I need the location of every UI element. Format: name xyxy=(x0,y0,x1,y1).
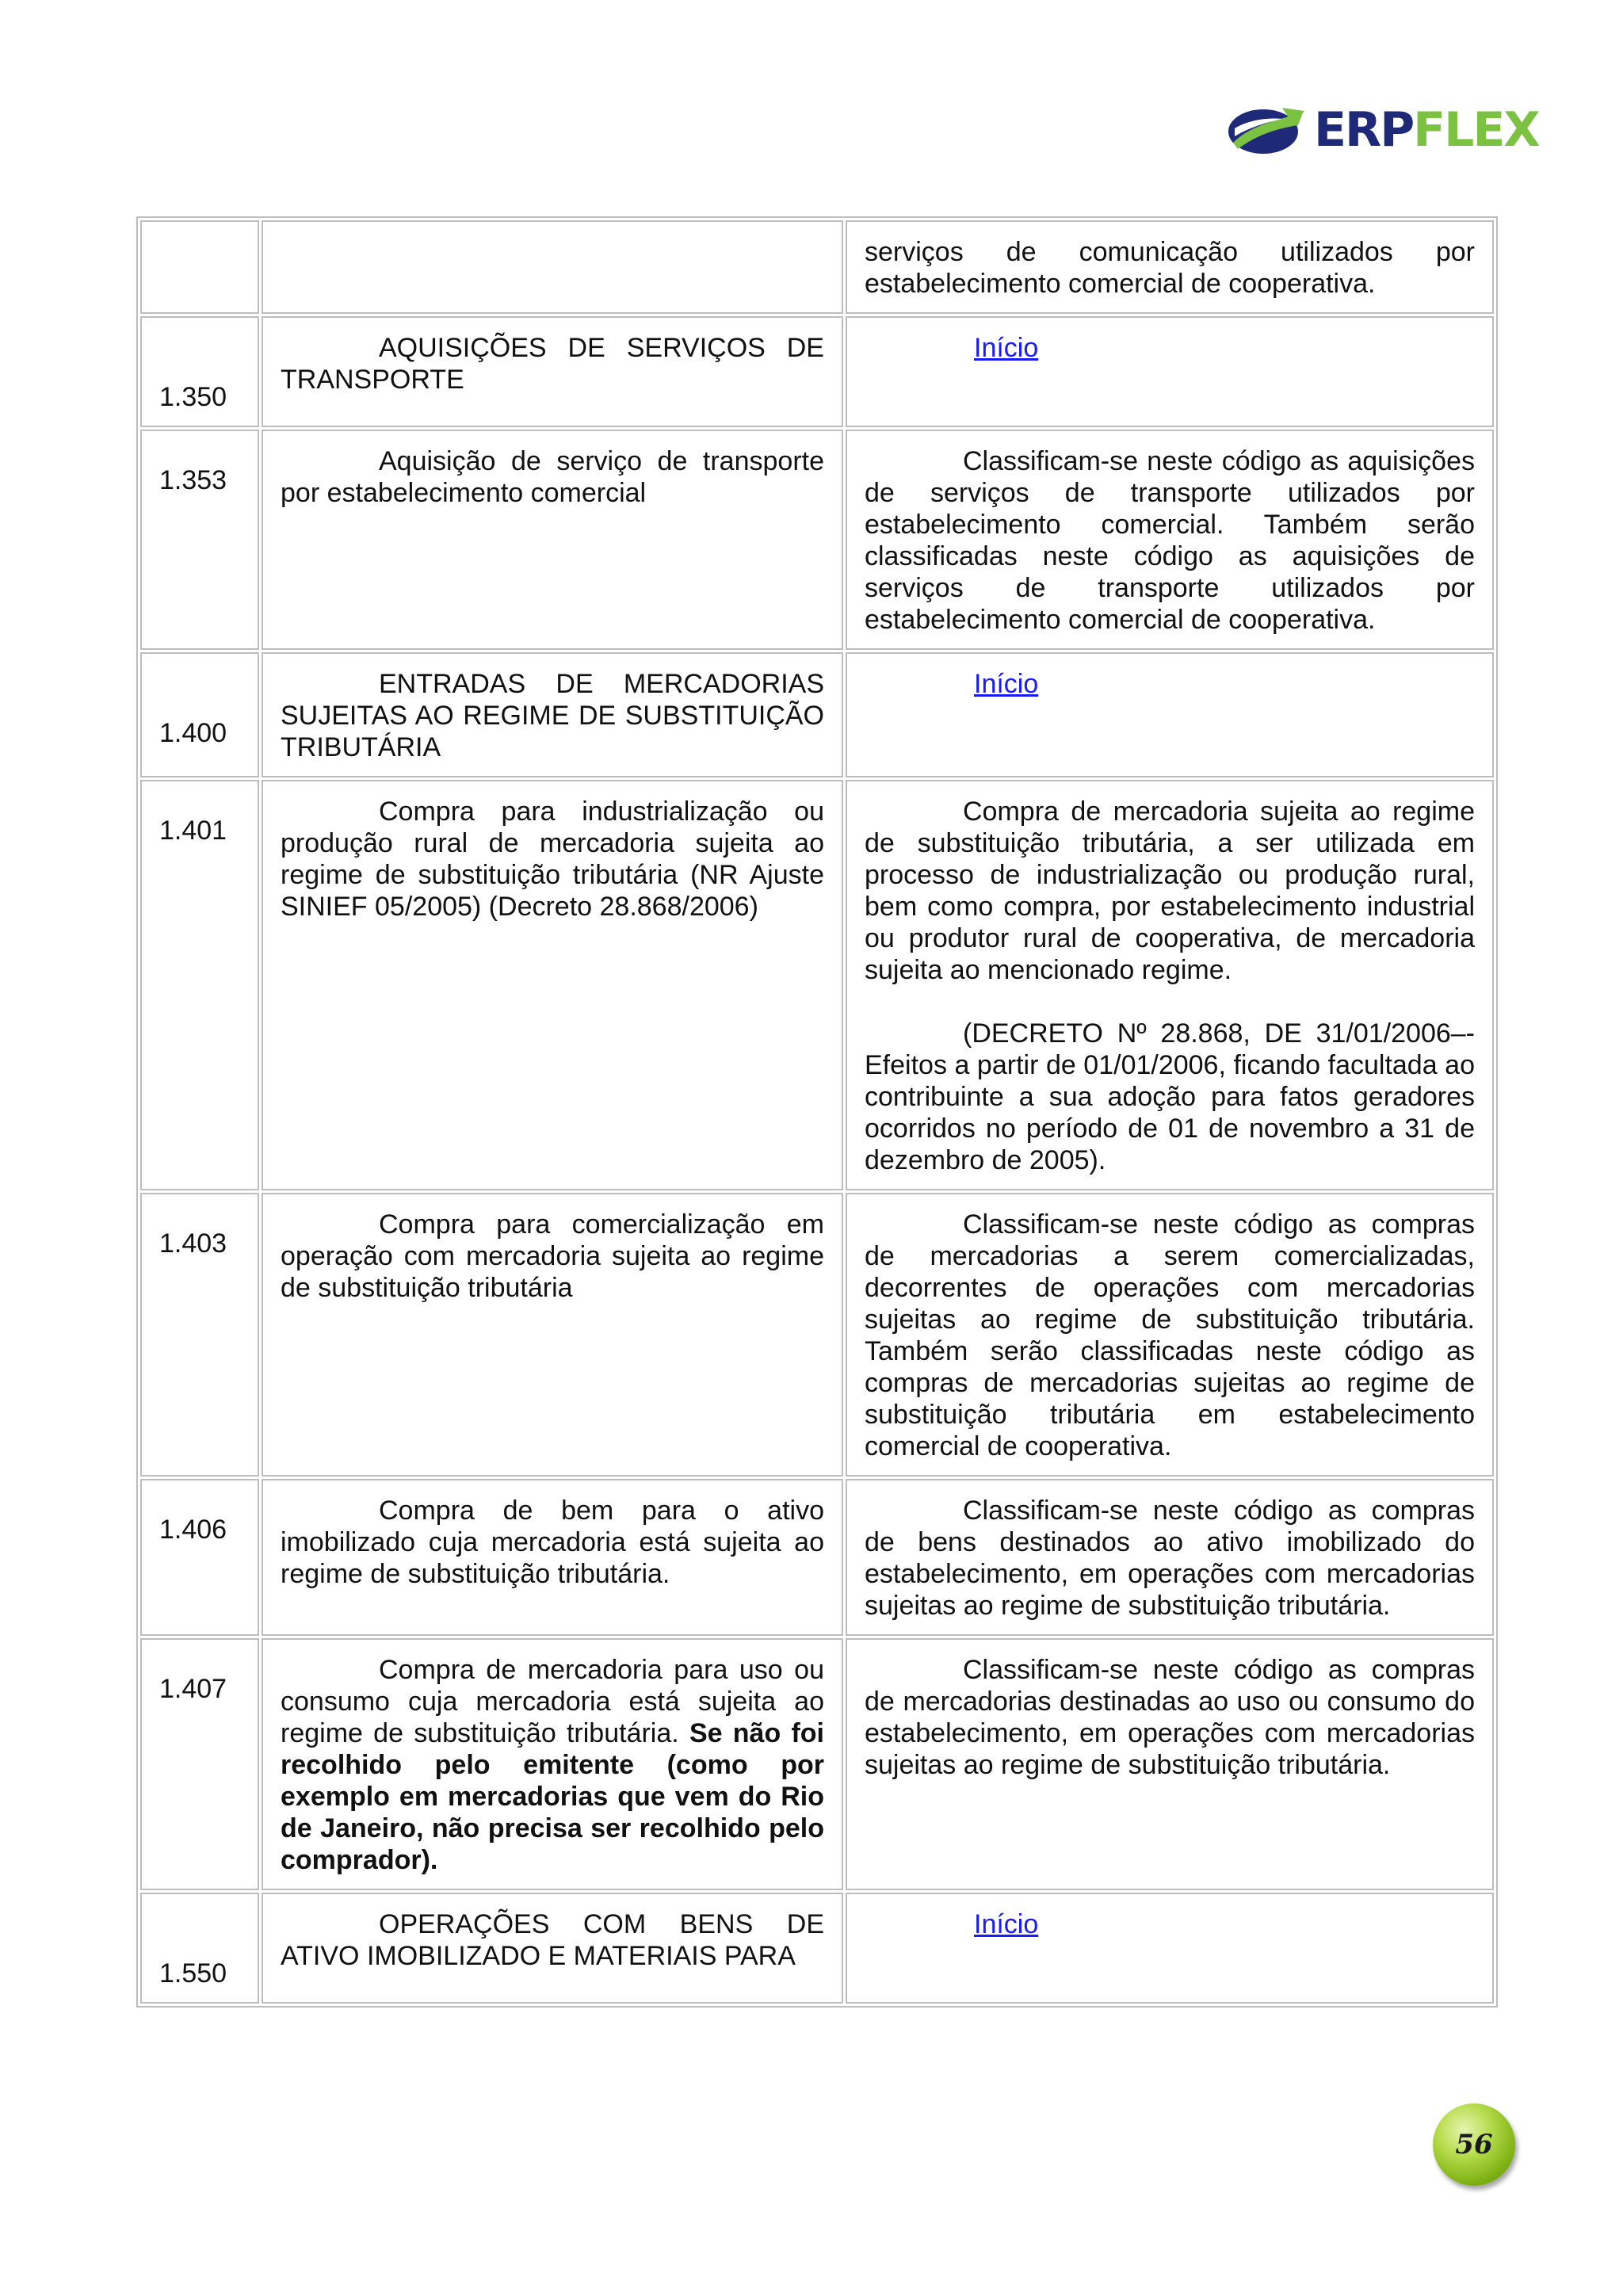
table-row xyxy=(140,1893,1494,2004)
cfop-description xyxy=(281,1209,824,1304)
logo-erp: ERP xyxy=(1314,102,1414,158)
cfop-description-cell xyxy=(262,316,843,427)
cfop-table xyxy=(136,216,1498,2008)
table-row xyxy=(140,1479,1494,1636)
table-row xyxy=(140,430,1494,650)
table-row xyxy=(140,1638,1494,1890)
table-row xyxy=(140,220,1494,314)
cfop-code: 1.400 xyxy=(159,718,227,748)
table-row xyxy=(140,1193,1494,1477)
cfop-observation-paragraph: serviços de comunicação utilizados por estabelecimento comercial de cooperativa. xyxy=(865,237,1475,299)
erpflex-logo xyxy=(1227,101,1539,159)
cfop-description-cell xyxy=(262,652,843,777)
table-row xyxy=(140,652,1494,777)
cfop-observation-paragraph: Classificam-se neste código as compras de bens destinados ao ativo imobilizado do estabelecimento, em operações com mercadorias sujeitas ao regime de substituição tributária. xyxy=(865,1496,1475,1621)
cfop-description-cell xyxy=(262,1193,843,1477)
cfop-code: 1.407 xyxy=(159,1674,227,1704)
cfop-description-text: Compra de bem para o ativo imobilizado cuja mercadoria está sujeita ao regime de substituição tributária. xyxy=(281,1496,824,1589)
cfop-description-cell xyxy=(262,220,843,314)
cfop-code-cell xyxy=(140,780,259,1190)
cfop-observation-cell xyxy=(846,1638,1494,1890)
cfop-code-cell xyxy=(140,220,259,314)
cfop-code-cell xyxy=(140,1638,259,1890)
cfop-observation-cell xyxy=(846,780,1494,1190)
cfop-description-cell xyxy=(262,1893,843,2004)
inicio-link[interactable]: Início xyxy=(974,1909,1039,1939)
cfop-description xyxy=(281,445,824,509)
cfop-observation-cell xyxy=(846,1893,1494,2004)
cfop-observation-paragraph: (DECRETO Nº 28.868, DE 31/01/2006–- Efeitos a partir de 01/01/2006, ficando facultada ao contribuinte a sua adoção para fatos geradores ocorridos no período de 01 de novembro a 31 de dezembro de 2005). xyxy=(865,1018,1475,1175)
cfop-description-cell xyxy=(262,1638,843,1890)
cfop-observation-paragraph: Classificam-se neste código as compras de mercadorias a serem comercializadas, decorrentes de operações com mercadorias sujeitas ao regime de substituição tributária. Também serão classificadas neste código as compras de mercadorias sujeitas ao regime de substituição tributária em estabelecimento comercial de cooperativa. xyxy=(865,1209,1475,1461)
cfop-observation-cell xyxy=(846,1193,1494,1477)
cfop-description-cell xyxy=(262,780,843,1190)
cfop-description-text: Compra para comercialização em operação com mercadoria sujeita ao regime de substituição tributária xyxy=(281,1209,824,1303)
cfop-description-cell xyxy=(262,430,843,650)
cfop-observation-cell xyxy=(846,1479,1494,1636)
page-number-badge xyxy=(1433,2103,1515,2186)
cfop-description xyxy=(281,1495,824,1590)
cfop-code-cell xyxy=(140,430,259,650)
cfop-description xyxy=(281,1654,824,1876)
cfop-observation-cell xyxy=(846,220,1494,314)
cfop-code-cell xyxy=(140,1893,259,2004)
cfop-description-text: AQUISIÇÕES DE SERVIÇOS DE TRANSPORTE xyxy=(281,333,824,395)
cfop-observation-paragraph: Compra de mercadoria sujeita ao regime de substituição tributária, a ser utilizada em processo de industrialização ou produção rural, bem como compra, por estabelecimento industrial ou produtor rural de cooperativa, de mercadoria sujeita ao mencionado regime. xyxy=(865,797,1475,985)
cfop-description-note: Se não foi recolhido pelo emitente (como por exemplo em mercadorias que vem do Rio de Janeiro, não precisa ser recolhido pelo comprador). xyxy=(281,1718,824,1875)
cfop-description-text: OPERAÇÕES COM BENS DE ATIVO IMOBILIZADO E MATERIAIS PARA xyxy=(281,1909,824,1971)
logo-flex: FLEX xyxy=(1413,102,1539,158)
cfop-description xyxy=(281,668,824,763)
cfop-table-body xyxy=(140,220,1494,2004)
cfop-description-text: Aquisição de serviço de transporte por estabelecimento comercial xyxy=(281,446,824,508)
cfop-code: 1.403 xyxy=(159,1228,227,1259)
cfop-observation-cell xyxy=(846,430,1494,650)
erpflex-wordmark xyxy=(1314,101,1539,159)
table-row xyxy=(140,316,1494,427)
cfop-code-cell xyxy=(140,1479,259,1636)
cfop-description xyxy=(281,796,824,923)
cfop-description xyxy=(281,1908,824,1972)
cfop-description-text: Compra de mercadoria para uso ou consumo cuja mercadoria está sujeita ao regime de substituição tributária. xyxy=(281,1655,824,1748)
cfop-description-text: Compra para industrialização ou produção rural de mercadoria sujeita ao regime de substituição tributária (NR Ajuste SINIEF 05/2005) (Decreto 28.868/2006) xyxy=(281,797,824,922)
page-number: 56 xyxy=(1455,2129,1493,2160)
cfop-code-cell xyxy=(140,652,259,777)
inicio-link[interactable]: Início xyxy=(974,669,1039,699)
cfop-observation-paragraph: Classificam-se neste código as compras de mercadorias destinadas ao uso ou consumo do estabelecimento, em operações com mercadorias sujeitas ao regime de substituição tributária. xyxy=(865,1655,1475,1780)
cfop-code-cell xyxy=(140,1193,259,1477)
erpflex-swoosh-icon xyxy=(1227,101,1306,159)
table-row xyxy=(140,780,1494,1190)
cfop-observation-paragraph: Classificam-se neste código as aquisições de serviços de transporte utilizados por estabelecimento comercial. Também serão classificadas neste código as aquisições de serviços de transporte utilizados por estabelecimento comercial de cooperativa. xyxy=(865,446,1475,635)
cfop-observation-cell xyxy=(846,652,1494,777)
cfop-description-cell xyxy=(262,1479,843,1636)
cfop-code: 1.406 xyxy=(159,1515,227,1545)
inicio-link[interactable]: Início xyxy=(974,333,1039,363)
cfop-code: 1.550 xyxy=(159,1958,227,1988)
cfop-description xyxy=(281,332,824,395)
cfop-code: 1.350 xyxy=(159,382,227,412)
cfop-description-text: ENTRADAS DE MERCADORIAS SUJEITAS AO REGIME DE SUBSTITUIÇÃO TRIBUTÁRIA xyxy=(281,669,824,762)
cfop-code-cell xyxy=(140,316,259,427)
cfop-code: 1.353 xyxy=(159,465,227,495)
cfop-code: 1.401 xyxy=(159,816,227,846)
cfop-observation-cell xyxy=(846,316,1494,427)
